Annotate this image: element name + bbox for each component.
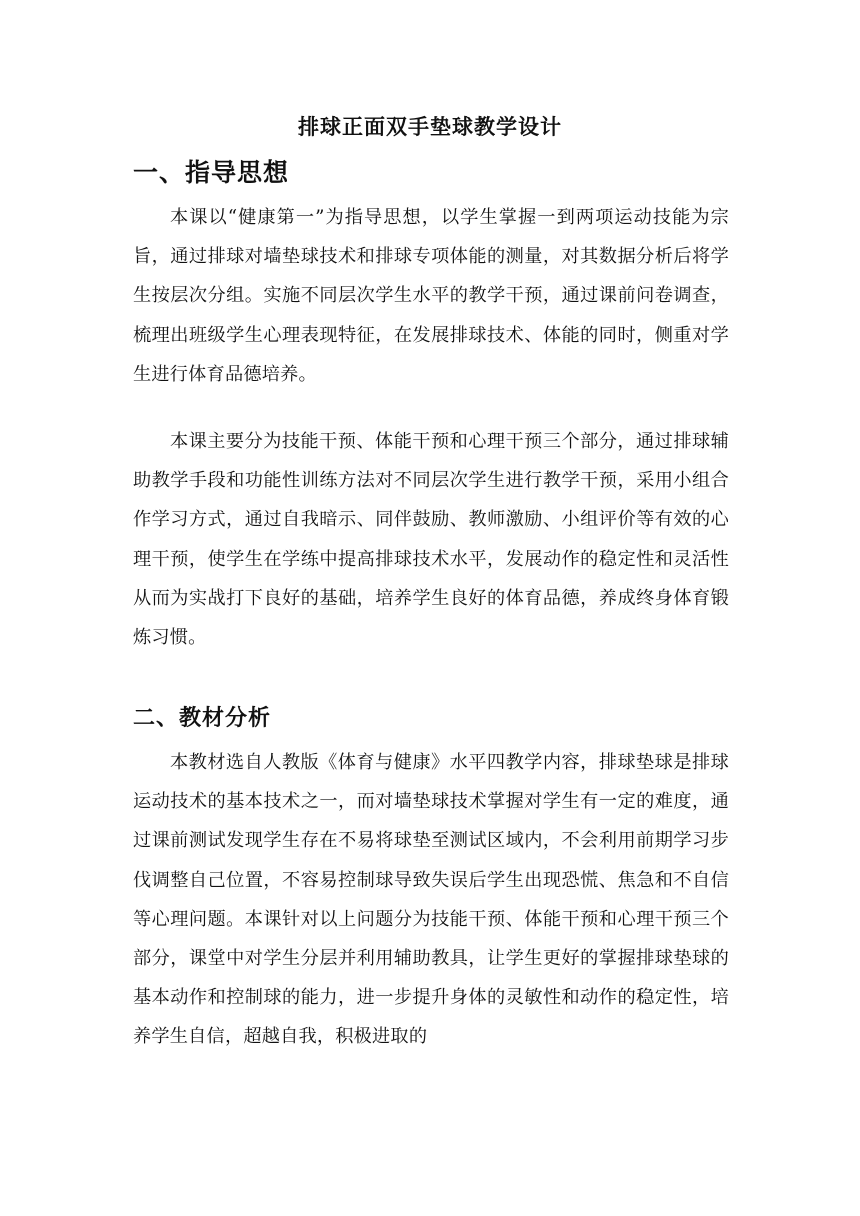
- section-heading-material-analysis: 二、教材分析: [133, 706, 272, 731]
- paragraph: 本课主要分为技能干预、体能干预和心理干预三个部分，通过排球辅助教学手段和功能性训练方法对不同层次学生进行教学干预，采用小组合作学习方式，通过自我暗示、同伴鼓励、教师激励、小组评价等有效的心理干预，使学生在学练中提高排球技术水平，发展动作的稳定性和灵活性从而为实战打下良好的基础，培养学生良好的体育品德，养成终身体育锻炼习惯。: [133, 431, 729, 649]
- section-heading-guiding-ideology: 一、指导思想: [133, 158, 290, 187]
- paragraph: 本教材选自人教版《体育与健康》水平四教学内容，排球垫球是排球运动技术的基本技术之一，而对墙垫球技术掌握对学生有一定的难度，通过课前测试发现学生存在不易将球垫至测试区域内，不会利用前期学习步伐调整自己位置，不容易控制球导致失误后学生出现恐慌、焦急和不自信等心理问题。本课针对以上问题分为技能干预、体能干预和心理干预三个部分，课堂中对学生分层并利用辅助教具，让学生更好的掌握排球垫球的基本动作和控制球的能力，进一步提升身体的灵敏性和动作的稳定性，培养学生自信，超越自我，积极进取的: [133, 752, 729, 1048]
- paragraph: 本课以“健康第一”为指导思想，以学生掌握一到两项运动技能为宗旨，通过排球对墙垫球技术和排球专项体能的测量，对其数据分析后将学生按层次分组。实施不同层次学生水平的教学干预，通过课前问卷调查，梳理出班级学生心理表现特征，在发展排球技术、体能的同时，侧重对学生进行体育品德培养。: [133, 207, 729, 385]
- document-title: 排球正面双手垫球教学设计: [298, 114, 562, 139]
